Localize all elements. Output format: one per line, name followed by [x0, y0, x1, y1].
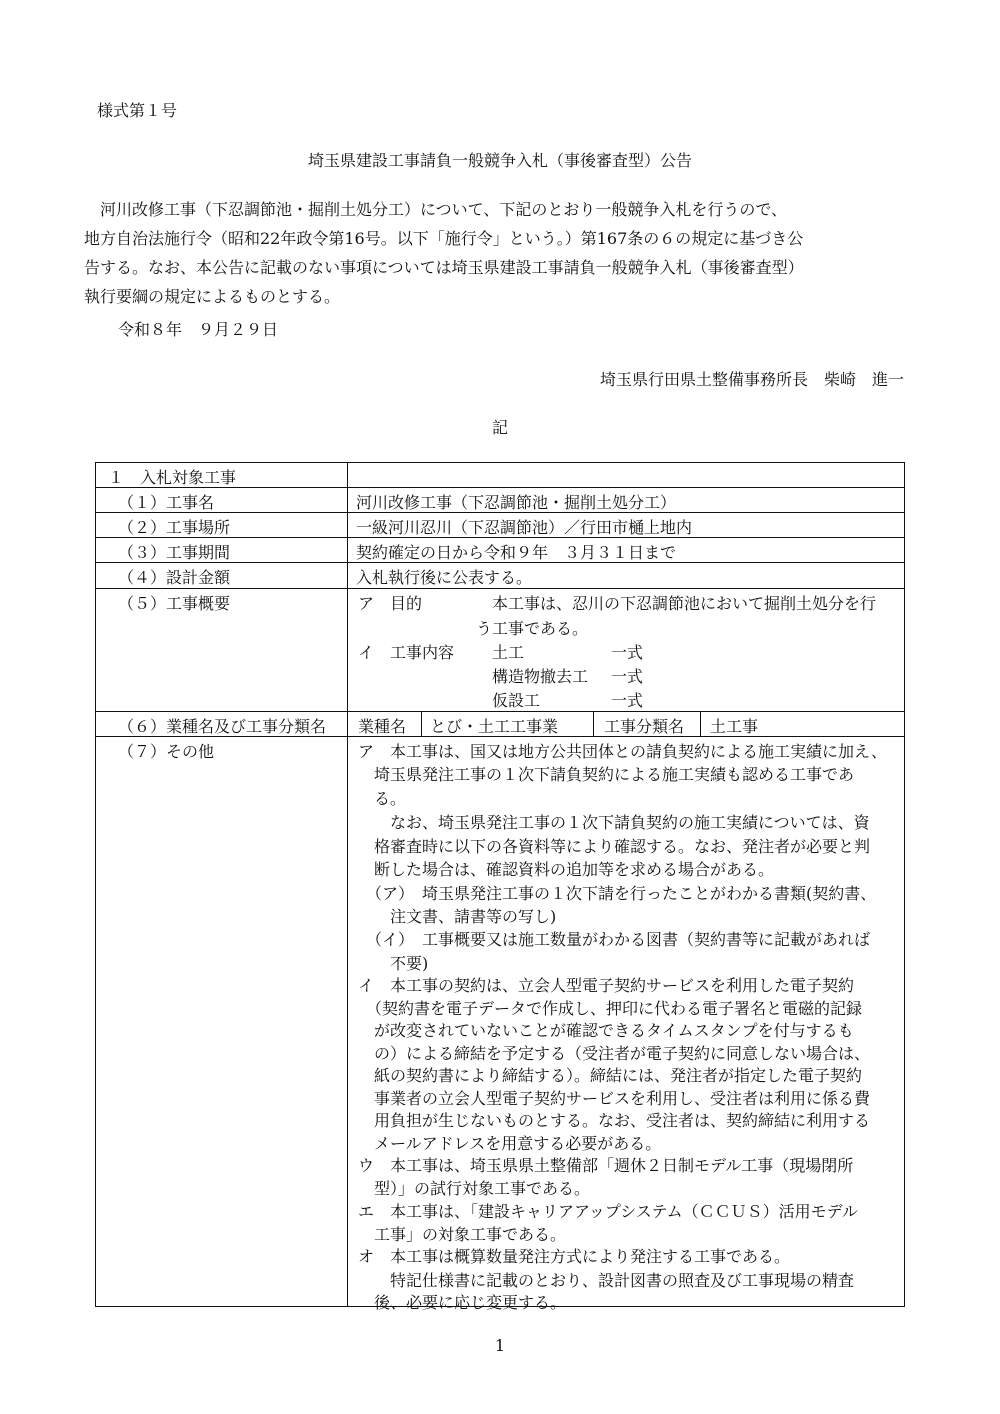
intro-line: 河川改修工事（下忍調節池・掘削土処分工）について、下記のとおり一般競争入札を行うので、	[84, 200, 788, 219]
purpose-head: ア 目的	[358, 594, 423, 613]
purpose-text: う工事である。	[476, 619, 589, 638]
table-row	[96, 589, 904, 712]
cell-divider	[700, 712, 701, 736]
other-note-line: る。	[358, 788, 407, 808]
row-label: （５）工事概要	[118, 594, 231, 613]
table-row	[96, 463, 904, 488]
category-value: とび・土工工事業	[430, 717, 559, 736]
section-title: １ 入札対象工事	[108, 468, 237, 487]
row-value: 河川改修工事（下忍調節池・掘削土処分工）	[356, 493, 677, 512]
row-label: （３）工事期間	[118, 543, 231, 562]
item-qty: 一式	[611, 691, 644, 710]
other-note-line: 断した場合は、確認資料の追加等を求める場合がある。	[358, 860, 775, 880]
table-row	[96, 538, 904, 563]
other-note-line: エ 本工事は、「建設キャリアアップシステム（ＣＣＵＳ）活用モデル	[358, 1202, 858, 1222]
item-name: 土工	[492, 643, 525, 662]
category-value: 土工事	[710, 717, 759, 736]
table-row	[96, 563, 904, 589]
other-note-line: ウ 本工事は、埼玉県県土整備部「週休２日制モデル工事（現場閉所	[358, 1156, 854, 1176]
row-value: 一級河川忍川（下忍調節池）／行田市樋上地内	[356, 518, 693, 537]
other-note-line: 用負担が生じないものとする。なお、受注者は、契約締結に利用する	[358, 1111, 871, 1131]
other-note-line: 工事」の対象工事である。	[358, 1224, 567, 1244]
notice-date: 令和８年 ９月２９日	[118, 320, 279, 339]
item-qty: 一式	[611, 643, 644, 662]
item-qty: 一式	[611, 667, 644, 686]
other-note-line: の）による締結を予定する（受注者が電子契約に同意しない場合は、	[358, 1043, 871, 1063]
intro-line: 執行要綱の規定によるものとする。	[84, 287, 341, 306]
other-note-line: 不要)	[358, 953, 429, 973]
row-label: （７）その他	[118, 742, 215, 761]
item-name: 構造物撤去工	[492, 667, 589, 686]
table-row	[96, 737, 904, 1313]
other-note-line: 埼玉県発注工事の１次下請負契約による施工実績も認める工事であ	[358, 765, 855, 785]
other-note-line: 後、必要に応じ変更する。	[358, 1293, 567, 1313]
form-number: 様式第１号	[97, 101, 178, 120]
label-cell	[96, 712, 348, 736]
label-cell	[96, 538, 348, 562]
intro-line: 地方自治法施行令（昭和22年政令第16号。以下「施行令」という。）第167条の６の規定に基づき公	[84, 229, 804, 248]
page-number: 1	[494, 1336, 506, 1355]
issuer-name: 埼玉県行田県土整備事務所長 柴崎 進一	[599, 370, 904, 389]
item-name: 仮設工	[492, 691, 541, 710]
label-cell	[96, 563, 348, 588]
other-note-line: 特記仕様書に記載のとおり、設計図書の照査及び工事現場の精査	[358, 1270, 855, 1290]
table-row	[96, 712, 904, 737]
table-row	[96, 488, 904, 513]
other-note-line: （契約書を電子データで作成し、押印に代わる電子署名と電磁的記録	[358, 998, 863, 1018]
other-note-line: 事業者の立会人型電子契約サービスを利用し、受注者は利用に係る費	[358, 1088, 871, 1108]
label-cell	[96, 589, 348, 711]
intro-paragraph	[84, 195, 914, 311]
other-note-line: イ 本工事の契約は、立会人型電子契約サービスを利用した電子契約	[358, 976, 855, 996]
other-note-line: ア 本工事は、国又は地方公共団体との請負契約による施工実績に加え、	[358, 741, 887, 761]
row-value: 入札執行後に公表する。	[356, 568, 533, 587]
label-cell	[96, 488, 348, 512]
cell-divider	[421, 712, 422, 736]
other-note-line: 格審査時に以下の各資料等により確認する。なお、発注者が必要と判	[358, 836, 871, 856]
content-head: イ 工事内容	[358, 643, 455, 662]
ki-heading: 記	[491, 418, 508, 437]
other-note-line: なお、埼玉県発注工事の１次下請負契約の施工実績については、資	[358, 813, 870, 833]
row-label: （２）工事場所	[118, 518, 231, 537]
bid-table	[95, 462, 905, 1313]
page-title: 埼玉県建設工事請負一般競争入札（事後審査型）公告	[307, 151, 692, 170]
category-key: 業種名	[358, 717, 407, 736]
row-label: （６）業種名及び工事分類名	[118, 717, 327, 736]
label-cell	[96, 737, 348, 1306]
other-note-line: （ア） 埼玉県発注工事の１次下請を行ったことがわかる書類(契約書、	[358, 883, 877, 903]
other-note-line: （イ） 工事概要又は施工数量がわかる図書（契約書等に記載があれば	[358, 930, 871, 950]
label-cell	[96, 513, 348, 537]
label-cell	[96, 463, 348, 487]
other-note-line: オ 本工事は概算数量発注方式により発注する工事である。	[358, 1247, 791, 1267]
row-label: （４）設計金額	[118, 568, 231, 587]
other-note-line: 型）」の試行対象工事である。	[358, 1178, 591, 1198]
other-note-line: メールアドレスを用意する必要がある。	[358, 1133, 662, 1153]
other-note-line: 注文書、請書等の写し)	[358, 906, 557, 926]
other-note-line: が改変されていないことが確認できるタイムスタンプを付与するも	[358, 1021, 854, 1041]
purpose-text: 本工事は、忍川の下忍調節池において掘削土処分を行	[492, 594, 877, 613]
table-row	[96, 513, 904, 538]
cell-divider	[593, 712, 594, 736]
category-key: 工事分類名	[604, 717, 685, 736]
other-note-line: 紙の契約書により締結する）。締結には、発注者が指定した電子契約	[358, 1066, 863, 1086]
intro-line: 告する。なお、本公告に記載のない事項については埼玉県建設工事請負一般競争入札（事後審査型）	[84, 258, 804, 277]
row-label: （１）工事名	[118, 493, 215, 512]
row-value: 契約確定の日から令和９年 ３月３１日まで	[356, 543, 677, 562]
